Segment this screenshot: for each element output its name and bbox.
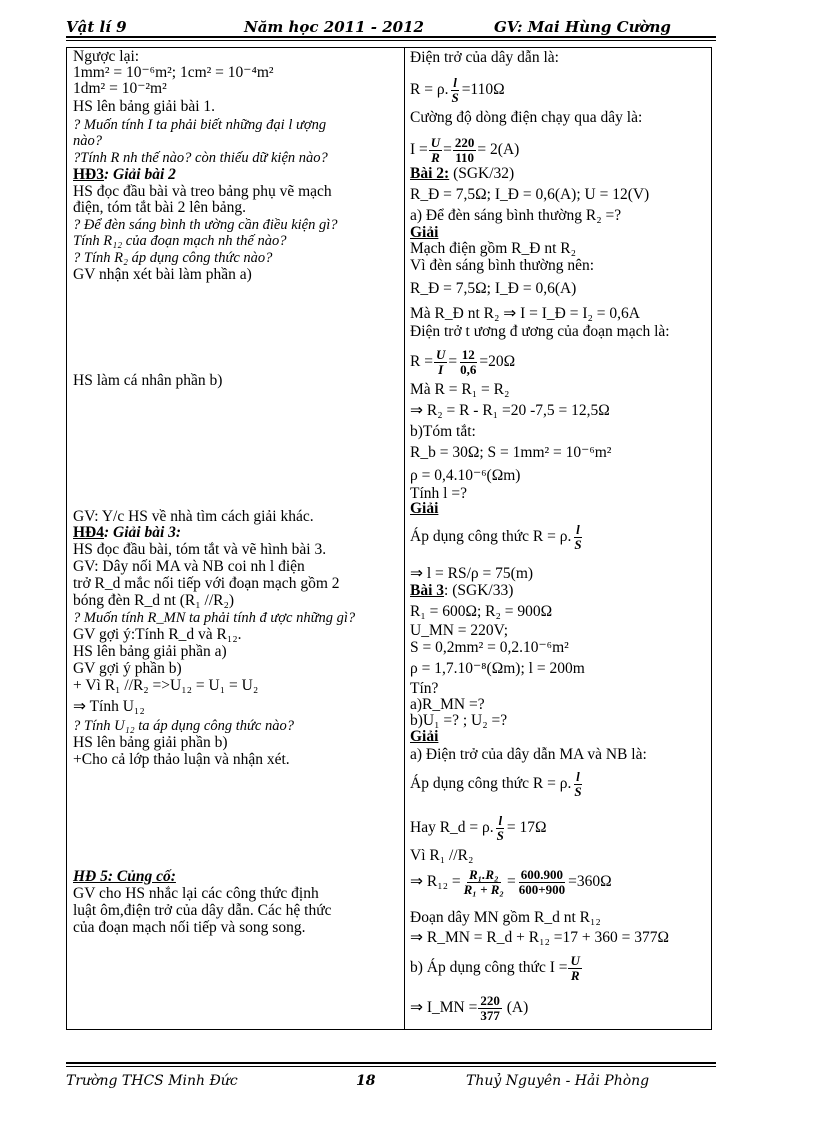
text-line: HS làm cá nhân phần b) — [73, 372, 223, 389]
footer-location: Thuỷ Nguyên - Hải Phòng — [466, 1073, 650, 1089]
column-divider — [404, 48, 405, 1029]
text-line: GV: Y/c HS về nhà tìm cách giải khác. — [73, 508, 314, 525]
text-line: GV nhận xét bài làm phần a) — [73, 266, 252, 283]
text-line: của đoạn mạch nối tiếp và song song. — [73, 919, 306, 936]
text-line: Mà R = R₁ = R₂ — [410, 381, 510, 398]
question-line: ? Muốn tính R_MN ta phải tính đ ược những gì? — [73, 610, 356, 626]
text-line: + Vì R₁ //R₂ =>U₁₂ = U₁ = U₂ — [73, 677, 259, 694]
text-line: HS lên bảng giải phần b) — [73, 734, 228, 751]
text-line: 1mm² = 10⁻⁶m²; 1cm² = 10⁻⁴m² — [73, 64, 274, 81]
text-line: 1dm² = 10⁻²m² — [73, 80, 167, 97]
lesson-table — [66, 47, 712, 1030]
text-line: Điện trở t ương đ ương của đoạn mạch là: — [410, 323, 670, 340]
text-line: Cường độ dòng điện chạy qua dây là: — [410, 109, 643, 126]
section-heading: HĐ4: Giải bài 3: — [73, 524, 182, 541]
formula-line: Áp dụng công thức R = ρ. $\frac{l}{S}$ — [410, 522, 582, 552]
question-line: ? Để đèn sáng bình th ường cần điều kiện gì? — [73, 217, 338, 233]
text-line: GV gợi ý phần b) — [73, 660, 182, 677]
text-line: R_Đ = 7,5Ω; I_Đ = 0,6(A); U = 12(V) — [410, 186, 650, 203]
text-line: U_MN = 220V; — [410, 622, 509, 639]
formula-line: I = $\frac{U}{R}$ = $\frac{220}{110}$ = 2(A) — [410, 135, 520, 165]
question-line: ? Tính U₁₂ ta áp dụng công thức nào? — [73, 718, 294, 734]
text-line: Mà R_Đ nt R₂ ⇒ I = I_Đ = I₂ = 0,6A — [410, 305, 640, 322]
formula-line: Áp dụng công thức R = ρ. $\frac{l}{S}$ — [410, 769, 582, 799]
section-heading: Bài 2: (SGK/32) — [410, 165, 515, 182]
text-line: Đoạn dây MN gồm R_d nt R₁₂ — [410, 909, 601, 926]
text-line: GV: Dây nối MA và NB coi nh l điện — [73, 558, 305, 575]
text-line: HS lên bảng giải bài 1. — [73, 98, 216, 115]
footer-school: Trường THCS Minh Đức — [66, 1073, 238, 1089]
text-line: trở R_d mắc nối tiếp với đoạn mạch gồm 2 — [73, 575, 340, 592]
section-heading: HĐ 5: Củng cố: — [73, 868, 176, 885]
formula-line: ⇒ R₁₂ = $\frac{\text{R₁.R₂}}{\text{R₁ + R₂}}$ = $\frac{600.900}{600+900}$ =360Ω — [410, 867, 612, 897]
text-line: Tính l =? — [410, 485, 467, 502]
text-line: Vì R₁ //R₂ — [410, 847, 474, 864]
text-line: điện, tóm tắt bài 2 lên bảng. — [73, 199, 247, 216]
header-teacher: GV: Mai Hùng Cường — [494, 18, 671, 36]
formula-line: Hay R_d = ρ. $\frac{l}{S}$ = 17Ω — [410, 813, 547, 843]
question-line: ?Tính R nh thế nào? còn thiếu dữ kiện nào? — [73, 150, 328, 166]
text-line: luật ôm,điện trở của dây dẫn. Các hệ thức — [73, 902, 332, 919]
question-line: ? Muốn tính I ta phải biết những đại l ượng — [73, 117, 327, 133]
solution-heading: Giải — [410, 500, 439, 517]
text-line: bóng đèn R_d nt (R₁ //R₂) — [73, 592, 235, 609]
header-subject: Vật lí 9 — [66, 18, 127, 36]
text-line: S = 0,2mm² = 0,2.10⁻⁶m² — [410, 639, 569, 656]
formula-line: R = $\frac{U}{I}$ = $\frac{12}{0,6}$ =20Ω — [410, 347, 516, 377]
page-number: 18 — [356, 1073, 376, 1089]
text-line: GV gợi ý:Tính R_d và R₁₂. — [73, 626, 242, 643]
text-line: ⇒ R_MN = R_d + R₁₂ =17 + 360 = 377Ω — [410, 929, 670, 946]
footer-rule-thin — [66, 1066, 716, 1067]
text-line: R₁ = 600Ω; R₂ = 900Ω — [410, 603, 553, 620]
question-line: Tính R₁₂ của đoạn mạch nh thế nào? — [73, 233, 287, 249]
question-line: ? Tính R₂ áp dụng công thức nào? — [73, 250, 273, 266]
header-rule-thin — [66, 40, 716, 41]
text-line: HS đọc đầu bài, tóm tắt và vẽ hình bài 3. — [73, 541, 327, 558]
text-line: ρ = 1,7.10⁻⁸(Ωm); l = 200m — [410, 660, 585, 677]
text-line: ⇒ l = RS/ρ = 75(m) — [410, 565, 534, 582]
formula-line: ⇒ I_MN = $\frac{220}{377}$ (A) — [410, 993, 529, 1023]
text-line: a) Điện trở của dây dẫn MA và NB là: — [410, 746, 647, 763]
text-line: +Cho cả lớp thảo luận và nhận xét. — [73, 751, 290, 768]
question-line: nào? — [73, 133, 102, 149]
text-line: ⇒ R₂ = R - R₁ =20 -7,5 = 12,5Ω — [410, 402, 610, 419]
text-line: b)Tóm tắt: — [410, 423, 476, 440]
section-heading: Bài 3: (SGK/33) — [410, 582, 514, 599]
text-line: b)U₁ =? ; U₂ =? — [410, 712, 508, 729]
text-line: Vì đèn sáng bình thường nên: — [410, 257, 595, 274]
text-line: Ngược lại: — [73, 48, 140, 65]
formula-line: R = ρ. $\frac{l}{S}$ =110Ω — [410, 75, 505, 105]
section-heading: HĐ3: Giải bài 2 — [73, 166, 176, 183]
text-line: HS đọc đầu bài và treo bảng phụ vẽ mạch — [73, 183, 332, 200]
formula-line: b) Áp dụng công thức I = $\frac{U}{R}$ — [410, 953, 580, 983]
text-line: Tín? — [410, 680, 439, 697]
text-line: ρ = 0,4.10⁻⁶(Ωm) — [410, 467, 521, 484]
text-line: GV cho HS nhắc lại các công thức định — [73, 885, 319, 902]
solution-heading: Giải — [410, 224, 439, 241]
header-rule — [66, 36, 716, 38]
text-line: a) Để đèn sáng bình thường R₂ =? — [410, 207, 622, 224]
solution-heading: Giải — [410, 728, 439, 745]
text-line: Điện trở của dây dẫn là: — [410, 49, 559, 66]
text-line: Mạch điện gồm R_Đ nt R₂ — [410, 240, 576, 257]
header-school-year: Năm học 2011 - 2012 — [244, 18, 424, 36]
text-line: R_b = 30Ω; S = 1mm² = 10⁻⁶m² — [410, 444, 612, 461]
footer-rule — [66, 1062, 716, 1064]
text-line: a)R_MN =? — [410, 696, 485, 713]
text-line: HS lên bảng giải phần a) — [73, 643, 227, 660]
page-header — [66, 16, 716, 36]
text-line: ⇒ Tính U₁₂ — [73, 698, 145, 715]
text-line: R_Đ = 7,5Ω; I_Đ = 0,6(A) — [410, 280, 577, 297]
